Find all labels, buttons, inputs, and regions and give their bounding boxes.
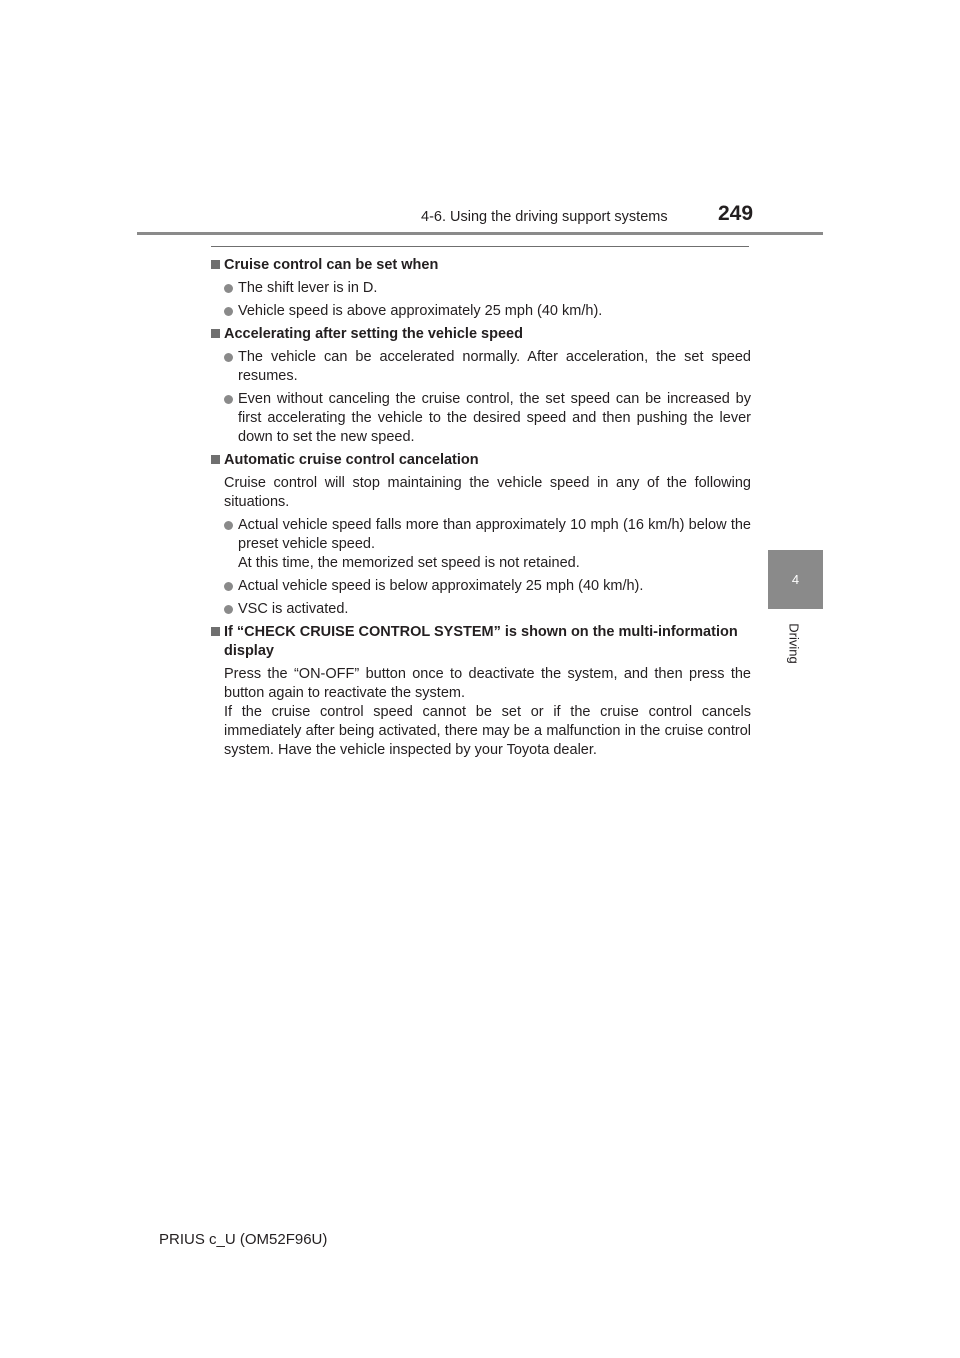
list-item-text: Vehicle speed is above approximately 25 mph (40 km/h). bbox=[238, 303, 603, 319]
list-item bbox=[211, 279, 751, 298]
list-item bbox=[211, 516, 751, 573]
chapter-title: 4-6. Using the driving support systems bbox=[421, 209, 668, 225]
header-rule bbox=[137, 232, 823, 235]
chapter-tab-number: 4 bbox=[791, 572, 800, 587]
list-item-text: VSC is activated. bbox=[238, 601, 349, 617]
section-accelerating bbox=[211, 325, 751, 447]
list-item-text: The shift lever is in D. bbox=[238, 280, 378, 296]
list-item bbox=[211, 390, 751, 447]
section-heading-text: Accelerating after setting the vehicle speed bbox=[224, 326, 523, 342]
section-intro: Cruise control will stop maintaining the vehicle speed in any of the following situations. bbox=[224, 475, 751, 510]
square-bullet-icon bbox=[211, 329, 220, 338]
round-bullet-icon bbox=[224, 605, 233, 614]
square-bullet-icon bbox=[211, 260, 220, 269]
section-heading bbox=[211, 623, 751, 661]
list-item-text: The vehicle can be accelerated normally. After acceleration, the set speed resumes. bbox=[238, 349, 751, 384]
section-rule bbox=[211, 246, 749, 247]
document-id: PRIUS c_U (OM52F96U) bbox=[159, 1231, 328, 1248]
section-heading-text: If “CHECK CRUISE CONTROL SYSTEM” is shown on the multi-information display bbox=[224, 624, 738, 659]
chapter-tab-label bbox=[764, 618, 824, 668]
section-cruise-set-conditions bbox=[211, 256, 751, 321]
section-heading-text: Automatic cruise control cancelation bbox=[224, 452, 479, 468]
square-bullet-icon bbox=[211, 455, 220, 464]
list-item bbox=[211, 600, 751, 619]
list-item bbox=[211, 577, 751, 596]
list-item-text: Even without canceling the cruise control, the set speed can be increased by first accelerating the vehicle to the desired speed and then pushing the lever down to set the new speed. bbox=[238, 391, 751, 445]
list-item-note: At this time, the memorized set speed is not retained. bbox=[238, 555, 580, 571]
list-item bbox=[211, 348, 751, 386]
list-item bbox=[211, 302, 751, 321]
page-number: 249 bbox=[718, 202, 754, 225]
section-heading-text: Cruise control can be set when bbox=[224, 257, 439, 273]
chapter-tab-label-text: Driving bbox=[786, 622, 802, 664]
section-heading bbox=[211, 325, 751, 344]
section-automatic-cancelation bbox=[211, 451, 751, 619]
paragraph: If the cruise control speed cannot be set or if the cruise control cancels immediately after being activated, there may be a malfunction in the cruise control system. Have the vehicle inspected by your Toyota dealer. bbox=[224, 704, 751, 758]
list-item-text: Actual vehicle speed is below approximately 25 mph (40 km/h). bbox=[238, 578, 644, 594]
main-content bbox=[211, 256, 751, 764]
round-bullet-icon bbox=[224, 582, 233, 591]
round-bullet-icon bbox=[224, 284, 233, 293]
square-bullet-icon bbox=[211, 627, 220, 636]
paragraph: Press the “ON-OFF” button once to deactivate the system, and then press the button again to reactivate the system. bbox=[224, 666, 751, 701]
list-item-text: Actual vehicle speed falls more than approximately 10 mph (16 km/h) below the preset vehicle speed. bbox=[238, 517, 751, 552]
round-bullet-icon bbox=[224, 521, 233, 530]
round-bullet-icon bbox=[224, 395, 233, 404]
round-bullet-icon bbox=[224, 353, 233, 362]
round-bullet-icon bbox=[224, 307, 233, 316]
section-heading bbox=[211, 451, 751, 470]
section-check-system-message bbox=[211, 623, 751, 760]
chapter-tab bbox=[768, 550, 823, 609]
section-heading bbox=[211, 256, 751, 275]
